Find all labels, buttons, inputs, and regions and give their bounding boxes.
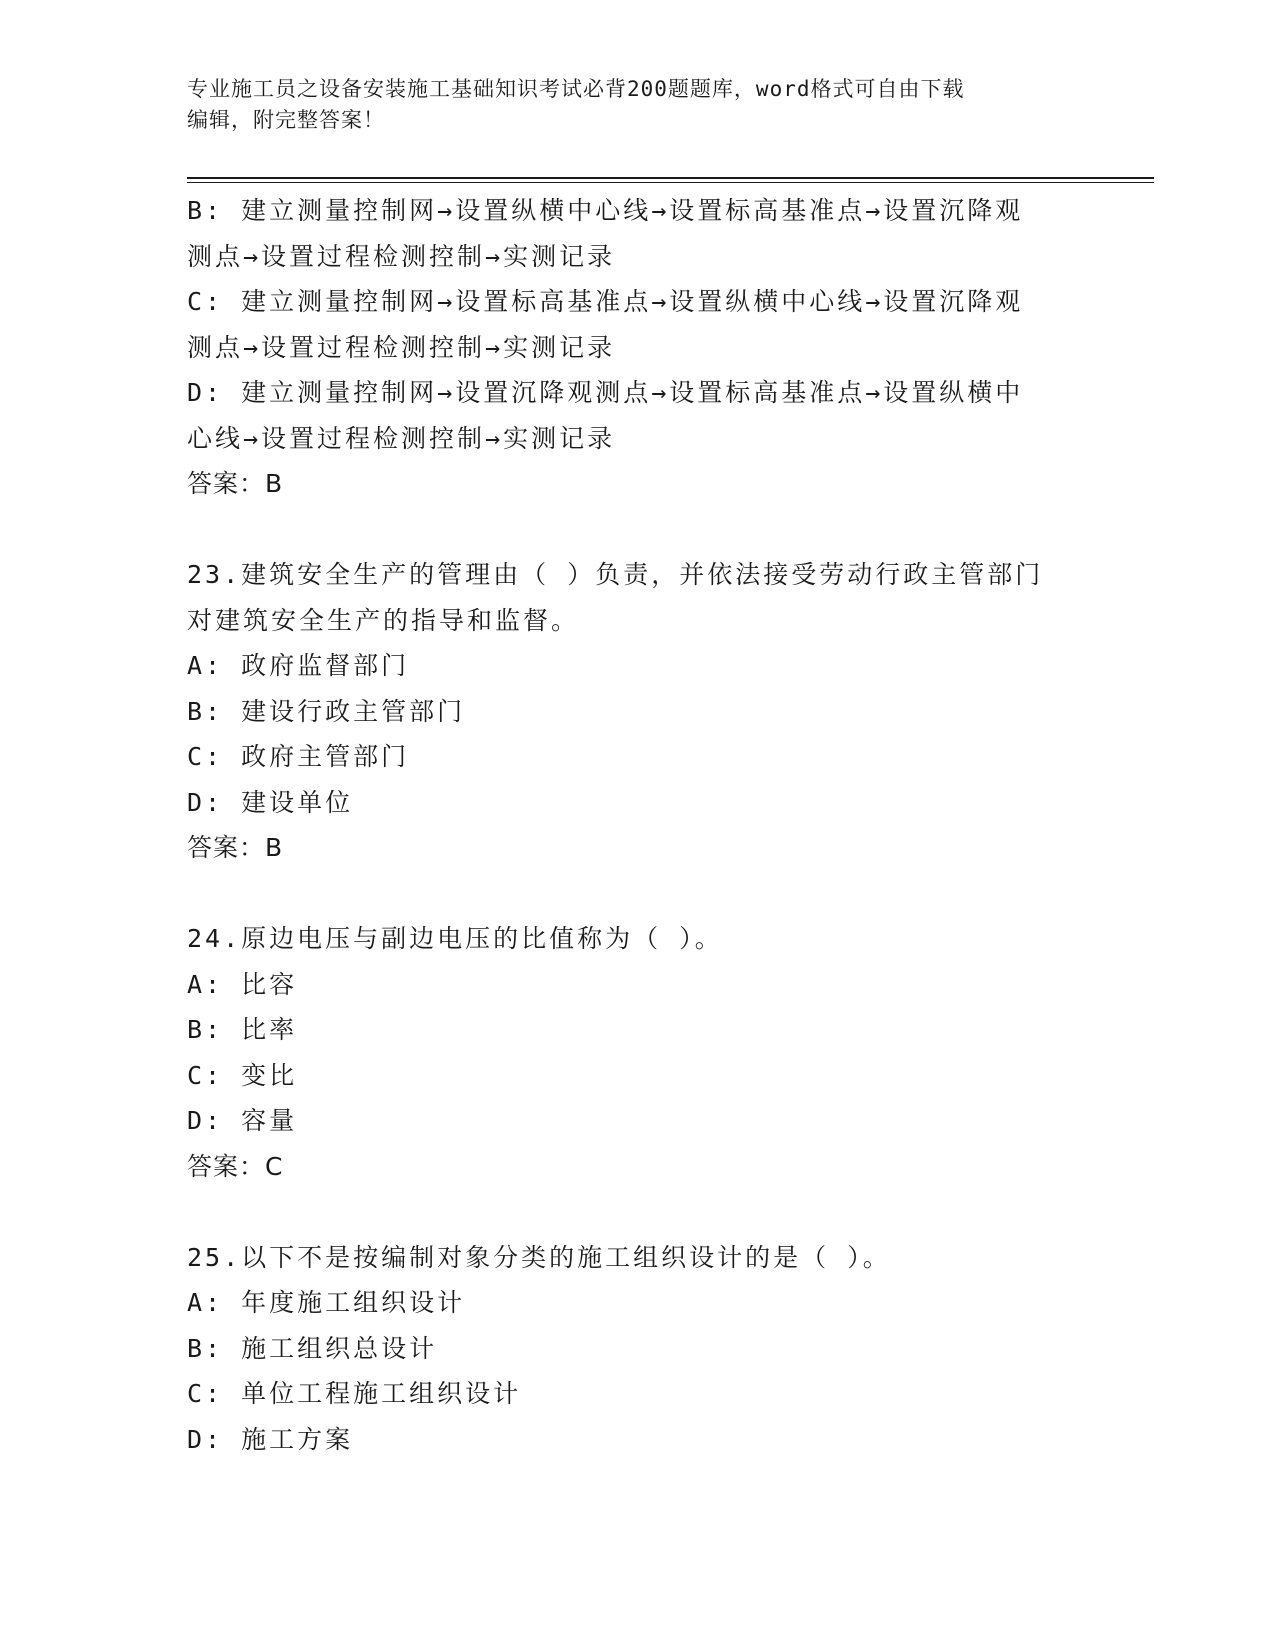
question-22-block (187, 188, 1087, 507)
header-divider-thick (187, 177, 1154, 179)
page-header (187, 74, 1067, 136)
q25-option-c: C: 单位工程施工组织设计 (187, 1379, 522, 1408)
header-title-line1: 专业施工员之设备安装施工基础知识考试必背200题题库，word格式可自由下载 (187, 77, 965, 101)
spacer (187, 871, 1087, 917)
spacer (187, 507, 1087, 553)
question-23-block (187, 552, 1087, 871)
question-24-block (187, 916, 1087, 1189)
q24-option-c: C: 变比 (187, 1060, 298, 1090)
q22-option-c-line1: C: 建立测量控制网→设置标高基准点→设置纵横中心线→设置沉降观 (187, 287, 1024, 316)
q24-option-b: B: 比率 (187, 1015, 298, 1044)
q23-option-c: C: 政府主管部门 (187, 742, 410, 771)
q24-option-a: A: 比容 (187, 969, 298, 999)
question-25-block (187, 1235, 1087, 1463)
q23-stem-line1: 23.建筑安全生产的管理由（ ）负责，并依法接受劳动行政主管部门 (187, 560, 1044, 589)
spacer (187, 1189, 1087, 1235)
q22-option-d-line2: 心线→设置过程检测控制→实测记录 (187, 423, 616, 453)
header-title-line2: 编辑，附完整答案！ (187, 108, 385, 132)
q24-answer: 答案：C (187, 1151, 284, 1181)
header-divider-thin (187, 182, 1154, 183)
q22-answer: 答案：B (187, 469, 284, 498)
q23-option-b: B: 建设行政主管部门 (187, 696, 466, 726)
q25-option-b: B: 施工组织总设计 (187, 1333, 438, 1363)
q24-stem: 24.原边电压与副边电压的比值称为（ ）。 (187, 924, 723, 953)
q25-option-a: A: 年度施工组织设计 (187, 1288, 466, 1317)
document-body (187, 188, 1087, 1462)
q24-option-d: D: 容量 (187, 1106, 298, 1135)
q23-option-d: D: 建设单位 (187, 787, 354, 817)
q22-option-b-line1: B: 建立测量控制网→设置纵横中心线→设置标高基准点→设置沉降观 (187, 196, 1024, 225)
q23-stem-line2: 对建筑安全生产的指导和监督。 (187, 605, 580, 635)
q23-answer: 答案：B (187, 833, 284, 862)
q23-option-a: A: 政府监督部门 (187, 651, 410, 680)
q25-option-d: D: 施工方案 (187, 1424, 354, 1454)
q22-option-d-line1: D: 建立测量控制网→设置沉降观测点→设置标高基准点→设置纵横中 (187, 378, 1024, 407)
q25-stem: 25.以下不是按编制对象分类的施工组织设计的是（ ）。 (187, 1242, 891, 1272)
q22-option-c-line2: 测点→设置过程检测控制→实测记录 (187, 332, 616, 362)
q22-option-b-line2: 测点→设置过程检测控制→实测记录 (187, 241, 616, 271)
